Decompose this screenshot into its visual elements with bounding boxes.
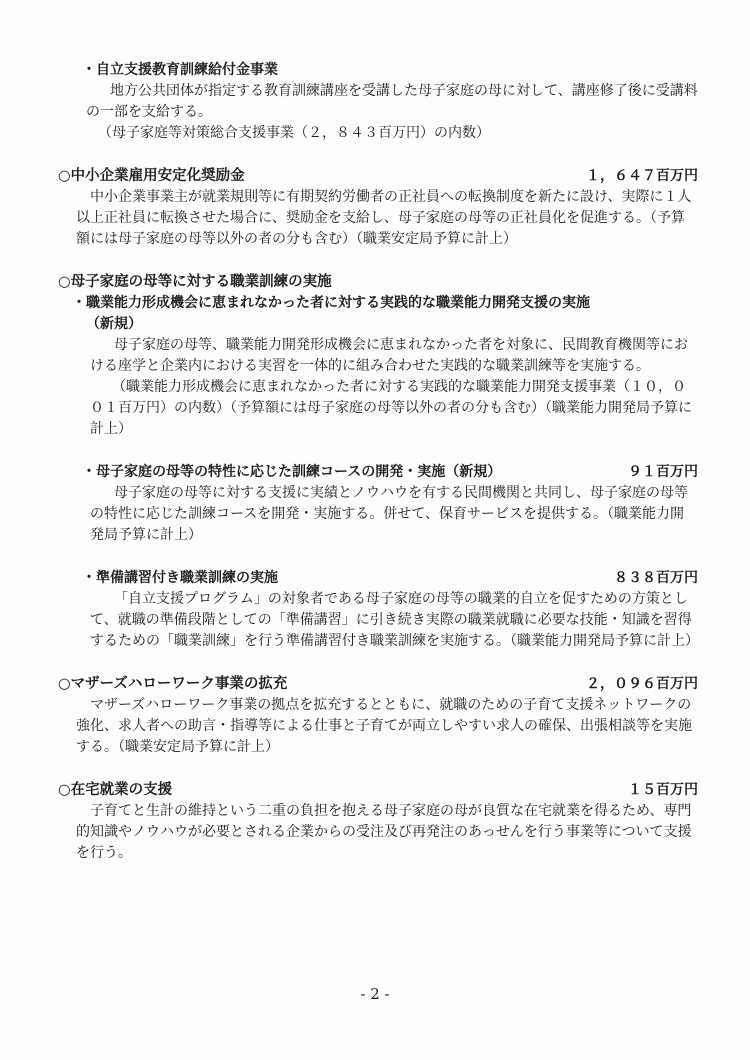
subsection-amount: ９１百万円 xyxy=(628,464,698,480)
document-body xyxy=(58,60,698,864)
subsection-header xyxy=(82,462,698,483)
section-header xyxy=(58,166,698,187)
section-jiritsu-kyoiku xyxy=(58,60,698,144)
section-amount: ２，０９６百万円 xyxy=(586,676,698,692)
section-amount: １，６４７百万円 xyxy=(586,168,698,184)
section-shokugyo-kunren xyxy=(58,272,698,652)
page-number: - 2 - xyxy=(360,985,390,1003)
subsection-body: 「自立支援プログラム」の対象者である母子家庭の母等の職業的自立を促すための方策として、就職の準備段階としての「準備講習」に引き続き実際の職業就職に必要な技能・知識を習得するための「職業訓練」を行う準備講習付き職業訓練を実施する。（職業能力開発局予算に計上） xyxy=(90,591,699,649)
section-header xyxy=(58,780,698,801)
section-body: 子育てと生計の維持という二重の負担を抱える母子家庭の母が良質な在宅就業を得るため、専門的知識やノウハウが必要とされる企業からの受注及び再発注のあっせんを行う事業等について支援を行う。 xyxy=(76,803,692,861)
section-note: （母子家庭等対策総合支援事業（２，８４３百万円）の内数） xyxy=(98,125,490,141)
section-header xyxy=(58,674,698,695)
section-body: 地方公共団体が指定する教育訓練講座を受講した母子家庭の母に対して、講座修了後に受講料の一部を支給する。 xyxy=(86,83,698,120)
section-title: ○マザーズハローワーク事業の拡充 xyxy=(58,676,288,692)
section-body: マザーズハローワーク事業の拠点を拡充するとともに、就職のための子育て支援ネットワークの強化、求人者への助言・指導等による仕事と子育てが両立しやすい求人の確保、出張相談等を実施する。（職業安定局予算に計上） xyxy=(76,697,692,755)
subsection-junbi-koshu xyxy=(58,568,698,652)
subsection-body: 母子家庭の母等に対する支援に実績とノウハウを有する民間機関と共同し、母子家庭の母等の特性に応じた訓練コースを開発・実施する。併せて、保育サービスを提供する。（職業能力開発局予算に計上） xyxy=(90,485,688,543)
section-chusho-kigyo xyxy=(58,166,698,250)
section-body: 中小企業事業主が就業規則等に有期契約労働者の正社員への転換制度を新たに設け、実際に１人以上正社員に転換させた場合に、奨励金を支給し、母子家庭の母等の正社員化を促進する。（予算額には母子家庭の母等以外の者の分も含む）（職業安定局予算に計上） xyxy=(76,189,692,247)
subsection-title: ・職業能力形成機会に恵まれなかった者に対する実践的な職業能力開発支援の実施 xyxy=(72,295,590,311)
section-title: ○母子家庭の母等に対する職業訓練の実施 xyxy=(58,274,332,290)
section-zaitaku-shugyo xyxy=(58,780,698,864)
section-title: ○中小企業雇用安定化奨励金 xyxy=(58,168,245,184)
subsection-tokusei xyxy=(58,462,698,546)
subsection-amount: ８３８百万円 xyxy=(614,570,698,586)
subsection-note: （職業能力形成機会に恵まれなかった者に対する実践的な職業能力開発支援事業（１０，００１百万円）の内数）（予算額には母子家庭の母等以外の者の分も含む）（職業能力開発局予算に計上） xyxy=(90,379,692,437)
section-title: ○在宅就業の支援 xyxy=(58,782,173,798)
subsection-body: 母子家庭の母等、職業能力開発形成機会に恵まれなかった者を対象に、民間教育機関等における座学と企業内における実習を一体的に組み合わせた実践的な職業訓練等を実施する。 xyxy=(90,337,688,374)
subsection-title: ・準備講習付き職業訓練の実施 xyxy=(82,570,278,586)
section-amount: １５百万円 xyxy=(628,782,698,798)
subsection-jissen xyxy=(58,293,698,440)
subsection-tag: （新規） xyxy=(86,316,142,332)
section-mothers-hellowork xyxy=(58,674,698,758)
subsection-title: ・母子家庭の母等の特性に応じた訓練コースの開発・実施（新規） xyxy=(82,464,502,480)
subsection-header xyxy=(82,568,698,589)
section-title: ・自立支援教育訓練給付金事業 xyxy=(82,62,278,78)
